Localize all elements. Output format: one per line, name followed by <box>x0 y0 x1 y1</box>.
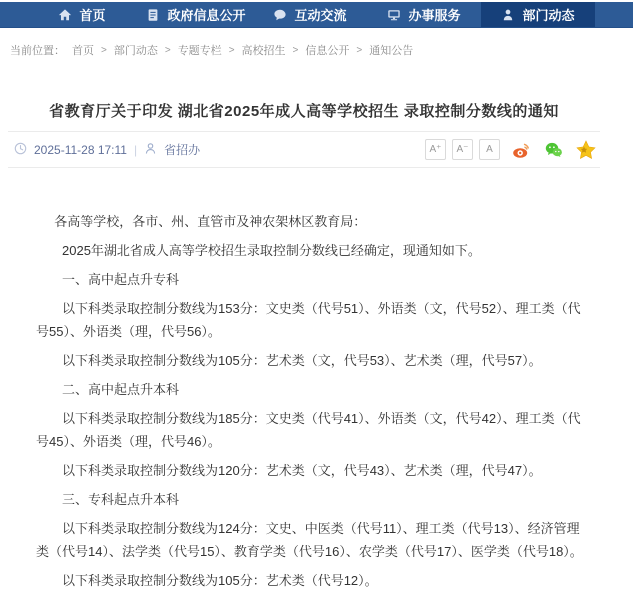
breadcrumb-item-department-news[interactable]: 部门动态 <box>113 45 158 57</box>
breadcrumb <box>0 28 633 58</box>
breadcrumb-label: 当前位置： <box>10 45 65 57</box>
article-meta-actions <box>425 139 596 160</box>
weibo-share-icon[interactable] <box>512 140 532 160</box>
wechat-share-icon[interactable] <box>544 140 564 160</box>
nav-item-label: 首页 <box>79 8 106 23</box>
nav-item-label: 部门动态 <box>522 8 575 23</box>
breadcrumb-item-info-disclosure[interactable]: 信息公开 <box>305 45 350 57</box>
nav-item-label: 互动交流 <box>294 8 347 23</box>
monitor-icon <box>387 8 401 22</box>
meta-separator: | <box>133 142 138 157</box>
user-icon <box>144 142 157 158</box>
paragraph-section1-line1: 以下科类录取控制分数线为153分：文史类（代号51）、外语类（文，代号52）、理工类（代号55）、外语类（理，代号56）。 <box>36 301 581 339</box>
breadcrumb-separator: > <box>228 44 235 56</box>
breadcrumb-item-special-columns[interactable]: 专题专栏 <box>177 45 222 57</box>
article-container <box>0 100 633 608</box>
font-size-increase-button[interactable]: A⁺ <box>425 139 446 160</box>
paragraph-intro: 2025年湖北省成人高等学校招生录取控制分数线已经确定，现通知如下。 <box>62 243 481 258</box>
breadcrumb-separator: > <box>356 44 363 56</box>
breadcrumb-separator: > <box>292 44 299 56</box>
section-heading-1: 一、高中起点升专科 <box>62 272 180 287</box>
home-icon <box>58 8 72 22</box>
nav-item-home[interactable] <box>25 2 139 27</box>
chat-icon <box>273 8 287 22</box>
top-navigation <box>0 2 633 28</box>
person-icon <box>501 8 515 22</box>
clock-icon <box>14 142 27 158</box>
font-size-decrease-button[interactable]: A⁻ <box>452 139 473 160</box>
favorite-star-icon[interactable] <box>576 140 596 160</box>
breadcrumb-item-college-admissions[interactable]: 高校招生 <box>241 45 286 57</box>
document-icon <box>146 8 160 22</box>
breadcrumb-item-notices[interactable]: 通知公告 <box>369 45 414 57</box>
paragraph-section3-line1: 以下科类录取控制分数线为124分：文史、中医类（代号11）、理工类（代号13）、经济管理类（代号14）、法学类（代号15）、教育学类（代号16）、农学类（代号17）、医学类（代号18）。 <box>36 521 583 559</box>
paragraph-section2-line1: 以下科类录取控制分数线为185分：文史类（代号41）、外语类（文，代号42）、理工类（代号45）、外语类（理，代号46）。 <box>36 411 581 449</box>
publish-date: 2025-11-28 17:11 <box>34 142 127 157</box>
nav-item-label: 政府信息公开 <box>167 8 246 23</box>
article-source: 省招办 <box>164 143 201 157</box>
paragraph-section2-line2: 以下科类录取控制分数线为120分：艺术类（文，代号43）、艺术类（理，代号47）。 <box>62 463 542 478</box>
breadcrumb-item-home[interactable]: 首页 <box>72 45 94 57</box>
article-body <box>8 168 600 608</box>
nav-item-info-disclosure[interactable] <box>139 2 253 27</box>
article-meta-bar <box>8 131 600 168</box>
paragraph-section1-line2: 以下科类录取控制分数线为105分：艺术类（文，代号53）、艺术类（理，代号57）。 <box>62 353 542 368</box>
section-heading-2: 二、高中起点升本科 <box>62 382 180 397</box>
breadcrumb-separator: > <box>101 44 107 56</box>
paragraph-section3-line2: 以下科类录取控制分数线为105分：艺术类（代号12）。 <box>62 573 378 588</box>
paragraph-salutation: 各高等学校，各市、州、直管市及神农架林区教育局： <box>54 214 367 229</box>
article-meta-info <box>14 141 200 158</box>
page-title: 省教育厅关于印发 湖北省2025年成人高等学校招生 录取控制分数线的通知 <box>49 103 559 120</box>
font-size-reset-button[interactable]: A <box>479 139 500 160</box>
nav-item-label: 办事服务 <box>408 8 461 23</box>
nav-item-services[interactable] <box>367 2 481 27</box>
breadcrumb-separator: > <box>164 44 171 56</box>
section-heading-3: 三、专科起点升本科 <box>62 492 180 507</box>
nav-item-interaction[interactable] <box>253 2 367 27</box>
nav-item-department-news[interactable] <box>481 2 595 27</box>
